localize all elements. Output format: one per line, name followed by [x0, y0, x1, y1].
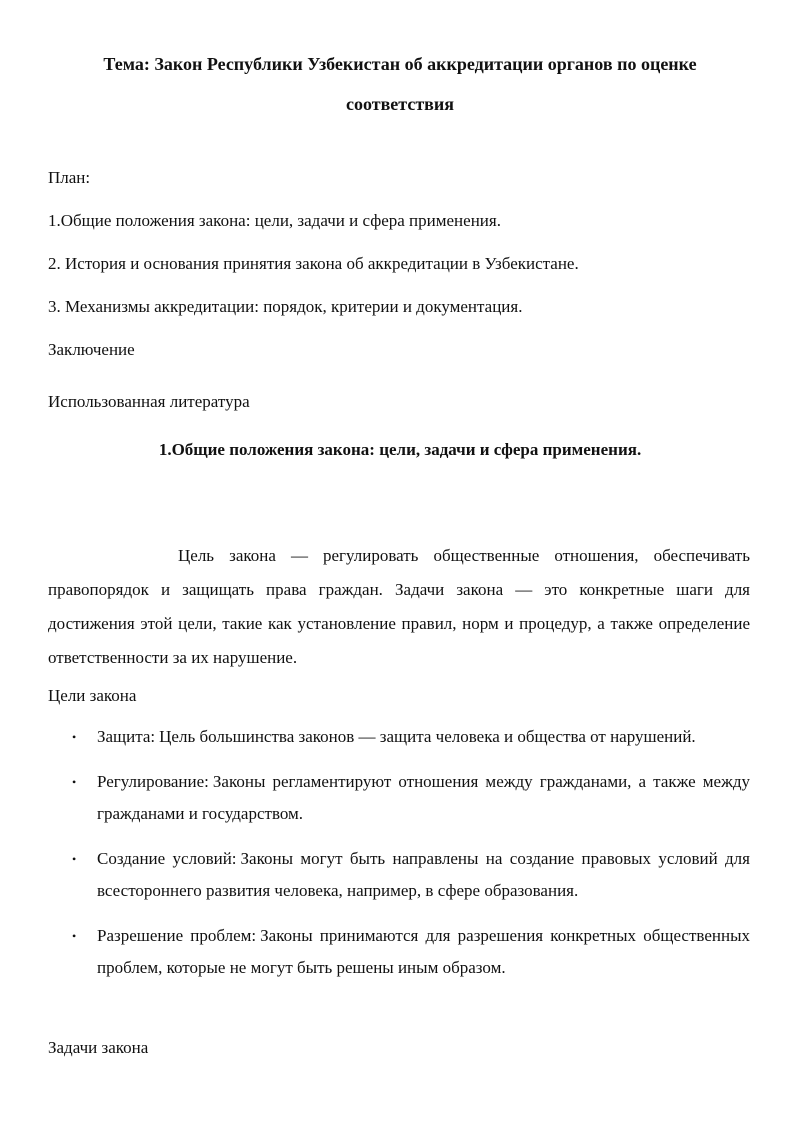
bullet-text: Законы принимаются для разрешения конкретных общественных проблем, которые не могут быть решены иным образом. [97, 926, 750, 977]
bullet-text: Законы регламентируют отношения между гражданами, а также между гражданами и государством. [97, 772, 750, 823]
bullet-term: Защита: [97, 727, 156, 746]
bullet-term: Регулирование: [97, 772, 209, 791]
bullet-term: Разрешение проблем: [97, 926, 257, 945]
bullet-icon: • [72, 929, 77, 943]
plan-item: Заключение [48, 340, 135, 359]
bullet-icon: • [72, 730, 77, 744]
bullet-icon: • [72, 852, 77, 866]
document-title: Тема: Закон Республики Узбекистан об аккредитации органов по оценке соответствия [103, 54, 697, 114]
list-item [72, 721, 750, 753]
list-item [72, 920, 750, 984]
bullet-text: Законы могут быть направлены на создание правовых условий для всестороннего развития человека, например, в сфере образования. [97, 849, 750, 900]
goals-heading: Цели закона [48, 686, 137, 705]
bullet-term: Создание условий: [97, 849, 237, 868]
bullet-icon: • [72, 775, 77, 789]
list-item [72, 766, 750, 830]
plan-heading: План: [48, 168, 91, 187]
goals-list [0, 721, 800, 997]
bullet-text: Цель большинства законов — защита человека и общества от нарушений. [159, 727, 696, 746]
section-heading: 1.Общие положения закона: цели, задачи и сфера применения. [158, 440, 642, 459]
plan-item: 2. История и основания принятия закона об аккредитации в Узбекистане. [48, 254, 579, 273]
list-item [72, 843, 750, 907]
plan-item: Использованная литература [48, 392, 250, 411]
tasks-heading: Задачи закона [48, 1038, 149, 1057]
plan-item: 3. Механизмы аккредитации: порядок, критерии и документация. [48, 297, 523, 316]
plan-item: 1.Общие положения закона: цели, задачи и сфера применения. [48, 211, 501, 230]
body-paragraph: Цель закона — регулировать общественные отношения, обеспечивать правопорядок и защищать права граждан. Задачи закона — это конкретные шаги для достижения этой цели, такие как установление правил, норм и процедур, а также определение ответственности за их нарушение. [48, 546, 750, 667]
